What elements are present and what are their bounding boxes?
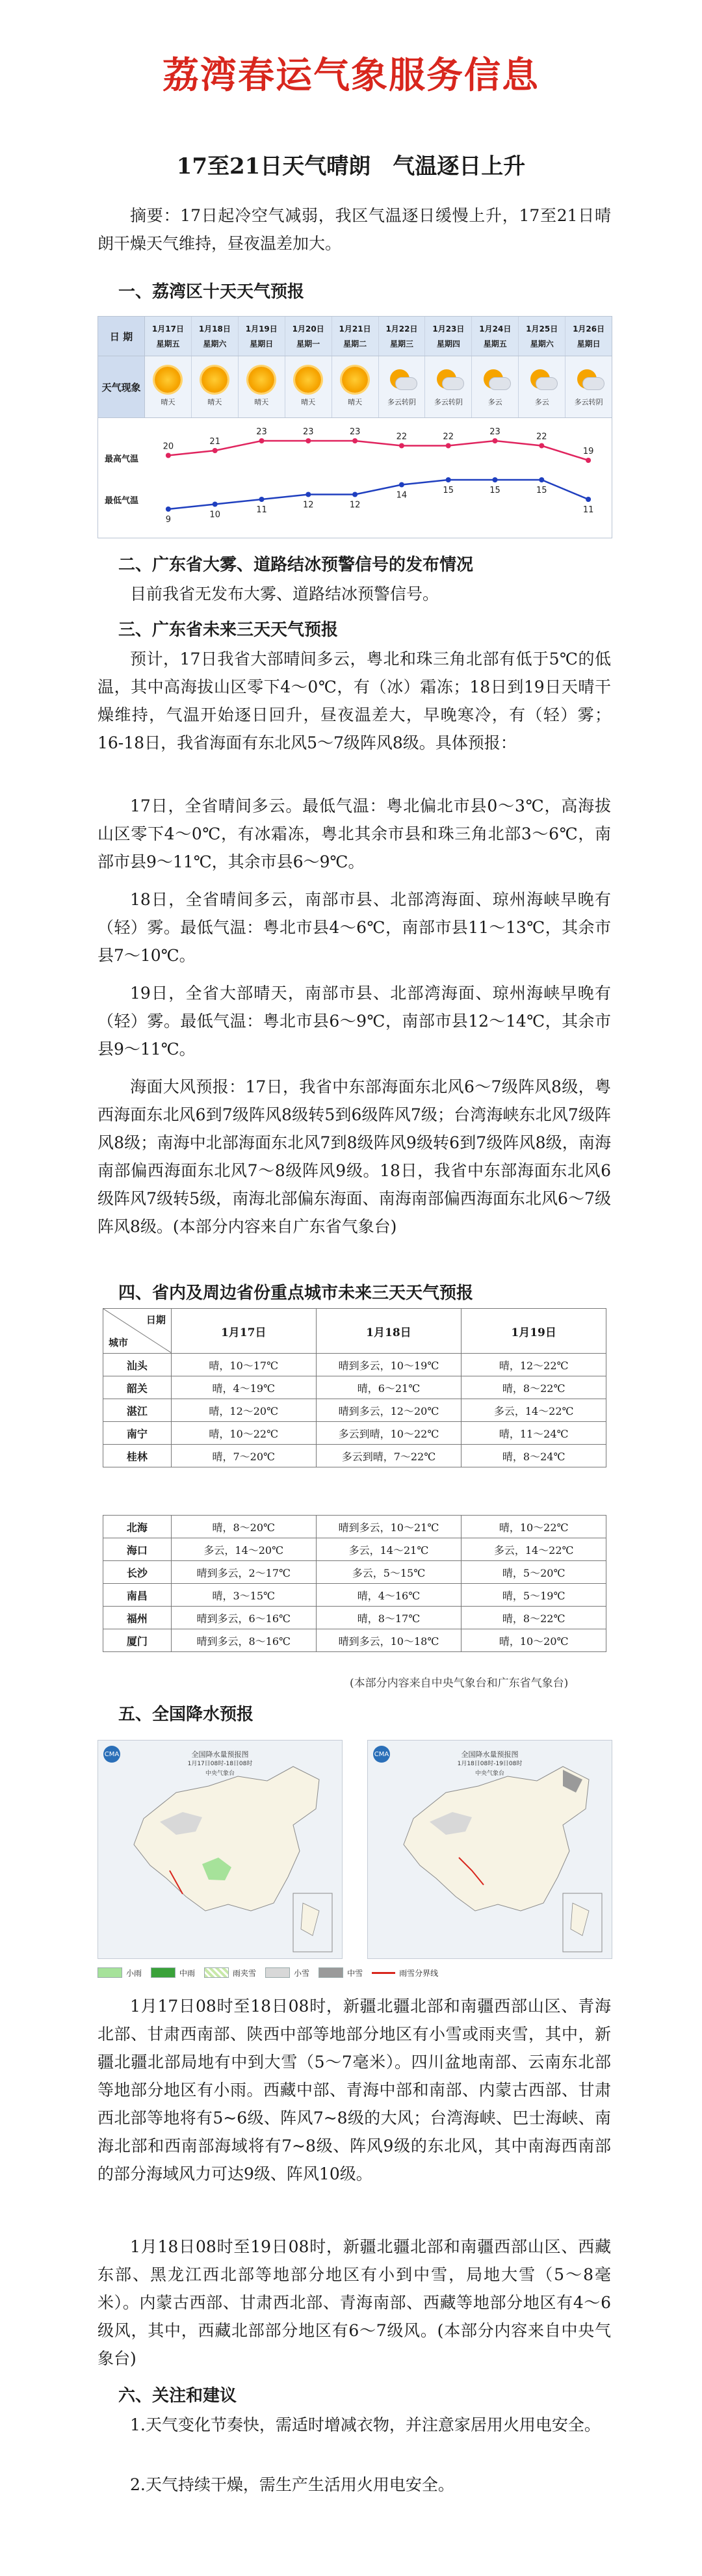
page-title: 荔湾春运气象服务信息	[162, 54, 540, 97]
section-3-paragraph: 海面大风预报：17日，我省中东部海面东北风6～7级阵风8级，粤西海面东北风6到7级阵风8级转5到6级阵风7级；台湾海峡东北风7级阵风8级；南海中北部海面东北风7到8级阵风9级转6到7级阵风8级，南海南部偏西海面东北风7～8级阵风9级。18日，我省中东部海面东北风6级阵风7级转5级，南海北部偏东海面、南海南部偏西海面东北风6～7级阵风8级。(本部分内容来自广东省气象台)	[98, 1077, 611, 1236]
weather-cell: 多云转阴	[425, 356, 472, 417]
section-3-paragraph: 17日，全省晴间多云。最低气温：粤北偏北市县0～3℃，高海拔山区零下4～0℃，有冰霜冻，粤北其余市县和珠三角北部3～6℃，南部市县9～11℃，其余市县6～9℃。	[98, 796, 611, 871]
min-temp-point	[306, 492, 311, 497]
advice-item: 2.天气持续干燥，需生产生活用火用电安全。	[130, 2475, 454, 2494]
cma-logo-icon: CMA	[373, 1746, 390, 1763]
date-cell: 1月26日 星期日	[566, 317, 612, 356]
date-cell: 1月19日 星期日	[239, 317, 285, 356]
forecast-cell: 多云到晴，7～22℃	[316, 1445, 462, 1467]
partly-cloudy-icon	[434, 367, 463, 393]
ten-day-weather-row	[98, 356, 612, 418]
city-name: 桂林	[103, 1445, 172, 1467]
page-subtitle: 17至21日天气晴朗 气温逐日上升	[176, 153, 526, 179]
forecast-cell: 多云，14～22℃	[462, 1399, 606, 1422]
table-source-note: (本部分内容来自中央气象台和广东省气象台)	[350, 1677, 569, 1690]
map-title: 全国降水量预报图 1月18日08时-19日08时 中央气象台	[457, 1750, 523, 1777]
map-title: 全国降水量预报图 1月17日08时-18日08时 中央气象台	[187, 1750, 253, 1777]
section-heading-2: 二、广东省大雾、道路结冰预警信号的发布情况	[118, 555, 474, 575]
temperature-line-chart	[145, 418, 612, 538]
forecast-cell: 晴到多云，6～16℃	[171, 1607, 316, 1629]
max-temp-label: 最高气温	[104, 454, 138, 464]
max-temp-value: 22	[536, 432, 547, 442]
legend-item: 雨夹雪	[204, 1967, 256, 1978]
date-cell: 1月23日 星期四	[425, 317, 472, 356]
forecast-cell: 晴，4～19℃	[171, 1376, 316, 1399]
forecast-cell: 晴，10～22℃	[171, 1422, 316, 1445]
max-temp-value: 23	[256, 427, 267, 437]
city-name: 海口	[103, 1538, 172, 1561]
min-temp-point	[399, 482, 404, 488]
max-temp-value: 21	[209, 437, 220, 447]
column-header: 1月17日	[171, 1309, 316, 1354]
forecast-cell: 晴，3～15℃	[171, 1584, 316, 1607]
table-row	[103, 1422, 606, 1445]
city-name: 长沙	[103, 1561, 172, 1584]
city-forecast-table	[103, 1308, 606, 1467]
ten-day-date-row	[98, 317, 612, 356]
city-name: 北海	[103, 1516, 172, 1538]
max-temp-value: 22	[443, 432, 454, 442]
china-map-icon	[368, 1741, 612, 1958]
forecast-cell: 晴，5～19℃	[462, 1584, 606, 1607]
max-temp-point	[539, 443, 544, 449]
forecast-cell: 多云，14～22℃	[462, 1538, 606, 1561]
table-row	[103, 1629, 606, 1652]
forecast-cell: 多云，5～15℃	[316, 1561, 462, 1584]
date-cell: 1月20日 星期一	[285, 317, 332, 356]
table-header-row	[103, 1309, 606, 1354]
min-temp-point	[446, 477, 451, 482]
min-temp-value: 15	[443, 486, 454, 495]
sun-icon	[202, 367, 228, 393]
min-temp-label: 最低气温	[104, 496, 138, 506]
weather-cell: 晴天	[285, 356, 332, 417]
forecast-cell: 多云到晴，10～22℃	[316, 1422, 462, 1445]
min-temp-point	[259, 497, 265, 502]
forecast-cell: 晴，6～21℃	[316, 1376, 462, 1399]
min-temp-value: 12	[349, 500, 361, 510]
sun-icon	[248, 367, 274, 393]
min-temp-value: 9	[165, 515, 172, 525]
min-temp-value: 11	[256, 505, 267, 515]
forecast-cell: 晴，12～22℃	[462, 1354, 606, 1376]
min-temp-value: 15	[536, 486, 547, 495]
table-row	[103, 1584, 606, 1607]
partly-cloudy-icon	[387, 367, 416, 393]
column-header: 1月18日	[316, 1309, 462, 1354]
forecast-cell: 晴，8～22℃	[462, 1607, 606, 1629]
max-temp-point	[166, 453, 171, 458]
section-5-paragraph: 1月17日08时至18日08时，新疆北疆北部和南疆西部山区、青海北部、甘肃西南部、陕西中部等地部分地区有小雪或雨夹雪，其中，新疆北疆北部局地有中到大雪（5～7毫米）。四川盆地南部、云南东北部等地部分地区有小雨。西藏中部、青海中部和南部、内蒙古西部、甘肃西北部等地将有5~6级、阵风7~8级的大风；台湾海峡、巴士海峡、南海北部和西南部海域将有7~8级、阵风9级的东北风，其中南海西南部的部分海域风力可达9级、阵风10级。	[98, 1997, 611, 2183]
section-3-paragraph: 预计，17日我省大部晴间多云，粤北和珠三角北部有低于5℃的低温，其中高海拔山区零下4～0℃，有（冰）霜冻；18日到19日天晴干燥维持，气温开始逐日回升，昼夜温差大，早晚寒冷，有（轻）雾；16-18日，我省海面有东北风5～7级阵风8级。具体预报：	[98, 650, 611, 752]
forecast-cell: 晴，8～22℃	[462, 1376, 606, 1399]
min-temp-line	[168, 480, 588, 509]
table-row	[103, 1354, 606, 1376]
forecast-cell: 晴，8～24℃	[462, 1445, 606, 1467]
forecast-cell: 晴到多云，2～17℃	[171, 1561, 316, 1584]
sun-icon	[295, 367, 321, 393]
corner-cell	[103, 1309, 172, 1354]
max-temp-value: 23	[489, 427, 500, 437]
max-temp-point	[493, 438, 498, 443]
forecast-cell: 晴到多云，8～16℃	[171, 1629, 316, 1652]
forecast-cell: 晴，10～20℃	[462, 1629, 606, 1652]
section-3-paragraph: 19日，全省大部晴天，南部市县、北部湾海面、琼州海峡早晚有（轻）雾。最低气温：粤北市县6～9℃，南部市县12～14℃，其余市县9～11℃。	[98, 984, 611, 1058]
max-temp-point	[399, 443, 404, 449]
min-temp-value: 14	[396, 490, 408, 501]
forecast-cell: 晴，11～24℃	[462, 1422, 606, 1445]
forecast-cell: 晴，10～22℃	[462, 1516, 606, 1538]
ten-day-forecast-table	[98, 316, 612, 538]
city-name: 汕头	[103, 1354, 172, 1376]
max-temp-point	[352, 438, 358, 443]
weather-cell: 多云	[472, 356, 519, 417]
forecast-cell: 晴，12～20℃	[171, 1399, 316, 1422]
date-cell: 1月22日 星期三	[379, 317, 426, 356]
weather-cell: 晴天	[192, 356, 239, 417]
weather-cell: 晴天	[332, 356, 379, 417]
legend-item: 中雨	[151, 1967, 195, 1978]
corner-city-label: 城市	[109, 1337, 129, 1348]
date-cell: 1月17日 星期五	[145, 317, 192, 356]
min-temp-value: 10	[209, 510, 220, 520]
legend-item: 小雪	[265, 1967, 309, 1978]
sun-icon	[342, 367, 368, 393]
forecast-cell: 晴，10～17℃	[171, 1354, 316, 1376]
forecast-cell: 晴到多云，10～21℃	[316, 1516, 462, 1538]
precipitation-map-day1	[98, 1740, 343, 1959]
city-name: 南宁	[103, 1422, 172, 1445]
city-name: 南昌	[103, 1584, 172, 1607]
section-heading-5: 五、全国降水预报	[118, 1705, 254, 1724]
date-cell: 1月21日 星期二	[332, 317, 379, 356]
max-temp-point	[306, 438, 311, 443]
legend-item: 雨雪分界线	[372, 1967, 438, 1978]
max-temp-point	[259, 438, 265, 443]
table-row	[103, 1561, 606, 1584]
max-temp-value: 22	[396, 432, 408, 442]
max-temp-point	[213, 448, 218, 453]
section-heading-1: 一、荔湾区十天天气预报	[118, 282, 305, 302]
corner-date-label: 日期	[146, 1314, 166, 1326]
section-3-paragraph: 18日，全省晴间多云，南部市县、北部湾海面、琼州海峡早晚有（轻）雾。最低气温：粤北市县4～6℃，南部市县11～13℃，其余市县7～10℃。	[98, 890, 611, 965]
section-heading-3: 三、广东省未来三天天气预报	[118, 620, 339, 640]
legend-item: 中雪	[318, 1967, 363, 1978]
column-header: 1月19日	[462, 1309, 606, 1354]
table-row	[103, 1445, 606, 1467]
section-heading-4: 四、省内及周边省份重点城市未来三天天气预报	[118, 1283, 474, 1303]
date-cell: 1月25日 星期六	[519, 317, 566, 356]
max-temp-value: 20	[162, 441, 174, 452]
date-cell: 1月24日 星期五	[472, 317, 519, 356]
partly-cloudy-icon	[528, 367, 556, 393]
min-temp-point	[586, 497, 591, 502]
city-name: 厦门	[103, 1629, 172, 1652]
sun-icon	[155, 367, 181, 393]
max-temp-value: 23	[303, 427, 314, 437]
forecast-cell: 晴，4～16℃	[316, 1584, 462, 1607]
cma-logo-icon: CMA	[103, 1746, 120, 1763]
min-temp-value: 12	[303, 500, 314, 510]
weather-cell: 晴天	[239, 356, 285, 417]
partly-cloudy-icon	[481, 367, 510, 393]
partly-cloudy-icon	[575, 367, 603, 393]
min-temp-point	[352, 492, 358, 497]
min-temp-point	[213, 502, 218, 507]
summary-paragraph: 摘要：17日起冷空气减弱，我区气温逐日缓慢上升，17至21日晴朗干燥天气维持，昼夜温差加大。	[98, 206, 611, 253]
weather-cell: 多云转阴	[379, 356, 426, 417]
weather-cell: 多云	[519, 356, 566, 417]
min-temp-value: 15	[489, 486, 500, 495]
date-header: 日 期	[98, 317, 145, 356]
legend-item: 小雨	[98, 1967, 142, 1978]
table-row	[103, 1516, 606, 1538]
forecast-cell: 晴，8～20℃	[171, 1516, 316, 1538]
forecast-cell: 晴，7～20℃	[171, 1445, 316, 1467]
china-map-icon	[98, 1741, 342, 1958]
section-heading-6: 六、关注和建议	[118, 2386, 237, 2406]
section-5-paragraph: 1月18日08时至19日08时，新疆北疆北部和南疆西部山区、西藏东部、黑龙江西北部等地部分地区有小到中雪，局地大雪（5～8毫米）。内蒙古西部、甘肃西北部、青海南部、西藏等地部分地区有4～6级风，其中，西藏北部部分地区有6～7级风。(本部分内容来自中央气象台)	[98, 2237, 611, 2368]
max-temp-value: 19	[582, 447, 594, 456]
forecast-cell: 晴到多云，12～20℃	[316, 1399, 462, 1422]
precipitation-map-day2	[367, 1740, 612, 1959]
map-legend	[98, 1965, 611, 1980]
date-cell: 1月18日 星期六	[192, 317, 239, 356]
temperature-chart-area	[98, 418, 612, 538]
forecast-cell: 多云，14～20℃	[171, 1538, 316, 1561]
advice-item: 1.天气变化节奏快，需适时增减衣物，并注意家居用火用电安全。	[130, 2415, 601, 2434]
min-temp-point	[166, 506, 171, 512]
city-name: 湛江	[103, 1399, 172, 1422]
min-temp-point	[493, 477, 498, 482]
max-temp-point	[586, 458, 591, 463]
max-temp-line	[168, 441, 588, 460]
max-temp-value: 23	[349, 427, 361, 437]
weather-header: 天气现象	[98, 356, 145, 417]
min-temp-value: 11	[582, 505, 594, 515]
forecast-cell: 晴到多云，10～19℃	[316, 1354, 462, 1376]
city-name: 福州	[103, 1607, 172, 1629]
section-2-paragraph: 目前我省无发布大雾、道路结冰预警信号。	[130, 585, 439, 603]
weather-cell: 晴天	[145, 356, 192, 417]
city-forecast-table-2	[103, 1515, 606, 1652]
forecast-cell: 晴到多云，10～18℃	[316, 1629, 462, 1652]
table-row	[103, 1399, 606, 1422]
table-row	[103, 1538, 606, 1561]
table-row	[103, 1376, 606, 1399]
forecast-cell: 晴，8～17℃	[316, 1607, 462, 1629]
city-name: 韶关	[103, 1376, 172, 1399]
forecast-cell: 晴，5～20℃	[462, 1561, 606, 1584]
forecast-cell: 多云，14～21℃	[316, 1538, 462, 1561]
max-temp-point	[446, 443, 451, 449]
table-row	[103, 1607, 606, 1629]
weather-cell: 多云转阴	[566, 356, 612, 417]
min-temp-point	[539, 477, 544, 482]
